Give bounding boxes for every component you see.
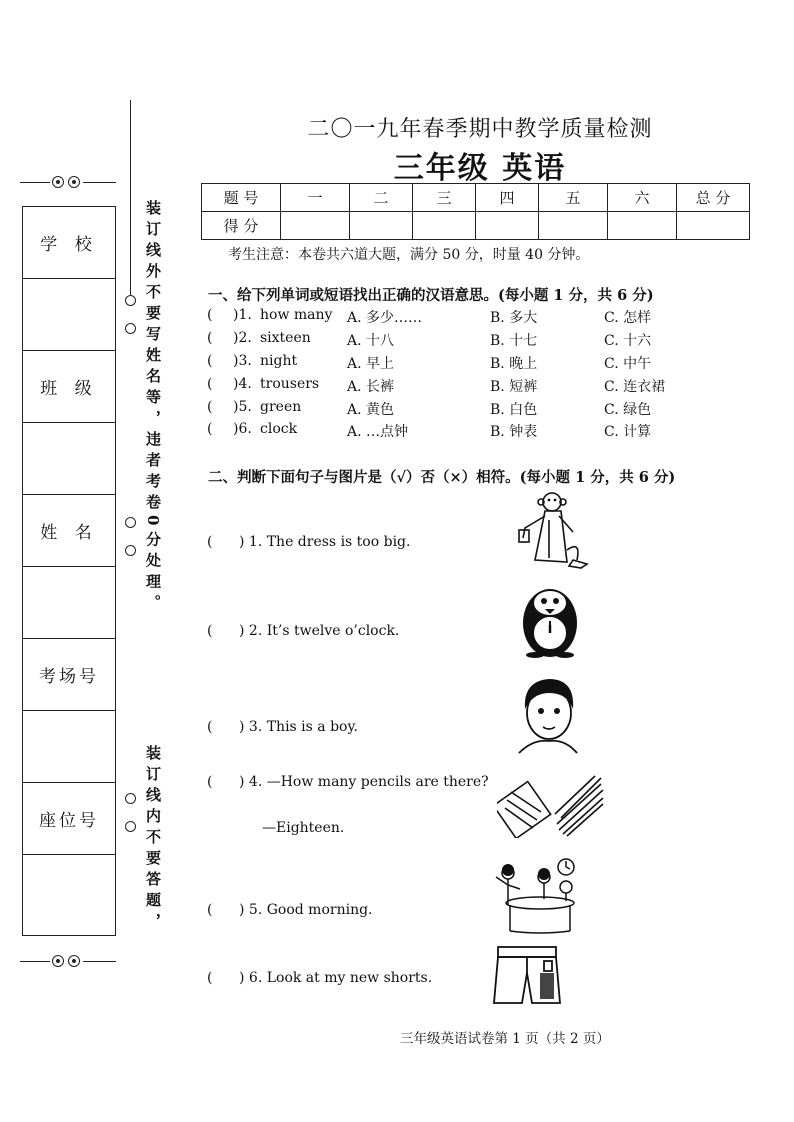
seat-number-label: 座位号 — [23, 783, 115, 855]
score-cell[interactable] — [476, 212, 539, 240]
binding-ring — [125, 793, 136, 804]
school-label: 学 校 — [23, 207, 115, 279]
option-a: A. 十八 — [347, 333, 395, 349]
score-header-label: 题 号 — [202, 184, 281, 212]
score-header-2: 二 — [350, 184, 413, 212]
judge-question-6 — [207, 970, 432, 986]
question-number: )2. — [233, 330, 252, 346]
answer-paren[interactable]: ( — [207, 376, 213, 392]
question-text: ) 4. —How many pencils are there? — [239, 774, 489, 790]
score-cell[interactable] — [539, 212, 608, 240]
option-c: C. 中午 — [604, 356, 652, 372]
penguin-clock-picture — [515, 583, 585, 659]
question-text: ) 3. This is a boy. — [239, 719, 358, 735]
answer-paren[interactable]: ( — [207, 719, 213, 735]
score-header-1: 一 — [281, 184, 350, 212]
question-number: )5. — [233, 399, 252, 415]
greeting-people-picture — [490, 855, 582, 935]
binding-line — [130, 100, 131, 295]
option-c: C. 绿色 — [604, 402, 652, 418]
binding-ring — [125, 323, 136, 334]
shorts-picture — [492, 945, 562, 1007]
option-c: C. 连衣裙 — [604, 379, 666, 395]
score-header-6: 六 — [608, 184, 677, 212]
monkey-dress-picture — [515, 490, 590, 570]
score-header-5: 五 — [539, 184, 608, 212]
score-header-total: 总 分 — [677, 184, 750, 212]
score-table — [201, 183, 750, 240]
answer-paren[interactable]: ( — [207, 534, 213, 550]
question-word: how many — [260, 307, 333, 323]
score-row-label: 得 分 — [202, 212, 281, 240]
binding-ring — [125, 545, 136, 556]
judge-question-4-answer: —Eighteen. — [262, 820, 345, 836]
pencils-picture — [497, 770, 607, 838]
score-header-3: 三 — [413, 184, 476, 212]
page-footer: 三年级英语试卷第 1 页（共 2 页） — [400, 1031, 610, 1047]
binding-warning-bottom: 装订线内不要答题， — [144, 745, 162, 934]
score-cell[interactable] — [281, 212, 350, 240]
question-text: ) 5. Good morning. — [239, 902, 373, 918]
question-number: )3. — [233, 353, 252, 369]
score-header-4: 四 — [476, 184, 539, 212]
judge-question-1 — [207, 534, 410, 550]
answer-paren[interactable]: ( — [207, 774, 213, 790]
name-label: 姓 名 — [23, 495, 115, 567]
question-number: )6. — [233, 421, 252, 437]
binding-warning-top: 装订线外不要写姓名等，违者考卷0分处理。 — [144, 200, 162, 616]
answer-paren[interactable]: ( — [207, 421, 213, 437]
option-a: A. 早上 — [347, 356, 395, 372]
decorative-rings-bottom — [20, 955, 116, 969]
option-b: B. 白色 — [490, 402, 538, 418]
score-cell[interactable] — [677, 212, 750, 240]
answer-paren[interactable]: ( — [207, 353, 213, 369]
option-a: A. 多少…… — [347, 310, 423, 326]
exam-title: 二〇一九年春季期中教学质量检测 — [307, 117, 653, 142]
option-b: B. 十七 — [490, 333, 538, 349]
answer-paren[interactable]: ( — [207, 330, 213, 346]
section2-title: 二、判断下面句子与图片是（√）否（×）相符。(每小题 1 分，共 6 分) — [208, 469, 676, 486]
answer-paren[interactable]: ( — [207, 307, 213, 323]
option-b: B. 短裤 — [490, 379, 538, 395]
class-label: 班 级 — [23, 351, 115, 423]
option-b: B. 钟表 — [490, 424, 538, 440]
question-word: trousers — [260, 376, 320, 392]
exam-notice: 考生注意：本卷共六道大题，满分 50 分，时量 40 分钟。 — [228, 247, 590, 263]
option-c: C. 计算 — [604, 424, 652, 440]
boy-picture — [515, 675, 581, 755]
class-field[interactable] — [23, 423, 115, 495]
question-word: sixteen — [260, 330, 311, 346]
score-cell[interactable] — [608, 212, 677, 240]
binding-ring — [125, 517, 136, 528]
answer-paren[interactable]: ( — [207, 399, 213, 415]
score-cell[interactable] — [413, 212, 476, 240]
judge-question-2 — [207, 623, 399, 639]
judge-question-3 — [207, 719, 358, 735]
option-a: A. …点钟 — [347, 424, 409, 440]
exam-room-label: 考场号 — [23, 639, 115, 711]
question-number: )4. — [233, 376, 252, 392]
option-b: B. 多大 — [490, 310, 538, 326]
score-cell[interactable] — [350, 212, 413, 240]
question-text: ) 6. Look at my new shorts. — [239, 970, 433, 986]
judge-question-5 — [207, 902, 373, 918]
question-text: ) 1. The dress is too big. — [239, 534, 411, 550]
question-number: )1. — [233, 307, 252, 323]
answer-paren[interactable]: ( — [207, 623, 213, 639]
name-field[interactable] — [23, 567, 115, 639]
option-b: B. 晚上 — [490, 356, 538, 372]
option-c: C. 十六 — [604, 333, 652, 349]
binding-ring — [125, 295, 136, 306]
judge-question-4 — [207, 774, 489, 790]
decorative-rings-top — [20, 176, 116, 190]
exam-room-field[interactable] — [23, 711, 115, 783]
section1-title: 一、给下列单词或短语找出正确的汉语意思。(每小题 1 分，共 6 分) — [208, 287, 654, 304]
exam-subject: 三年级 英语 — [393, 151, 567, 186]
option-c: C. 怎样 — [604, 310, 652, 326]
answer-paren[interactable]: ( — [207, 970, 213, 986]
option-a: A. 长裤 — [347, 379, 395, 395]
school-field[interactable] — [23, 279, 115, 351]
binding-ring — [125, 821, 136, 832]
question-word: clock — [260, 421, 298, 437]
question-word: night — [260, 353, 298, 369]
seat-number-field[interactable] — [23, 855, 115, 933]
question-word: green — [260, 399, 302, 415]
answer-paren[interactable]: ( — [207, 902, 213, 918]
option-a: A. 黄色 — [347, 402, 395, 418]
student-info-box — [22, 206, 116, 936]
question-text: ) 2. It’s twelve o’clock. — [239, 623, 400, 639]
